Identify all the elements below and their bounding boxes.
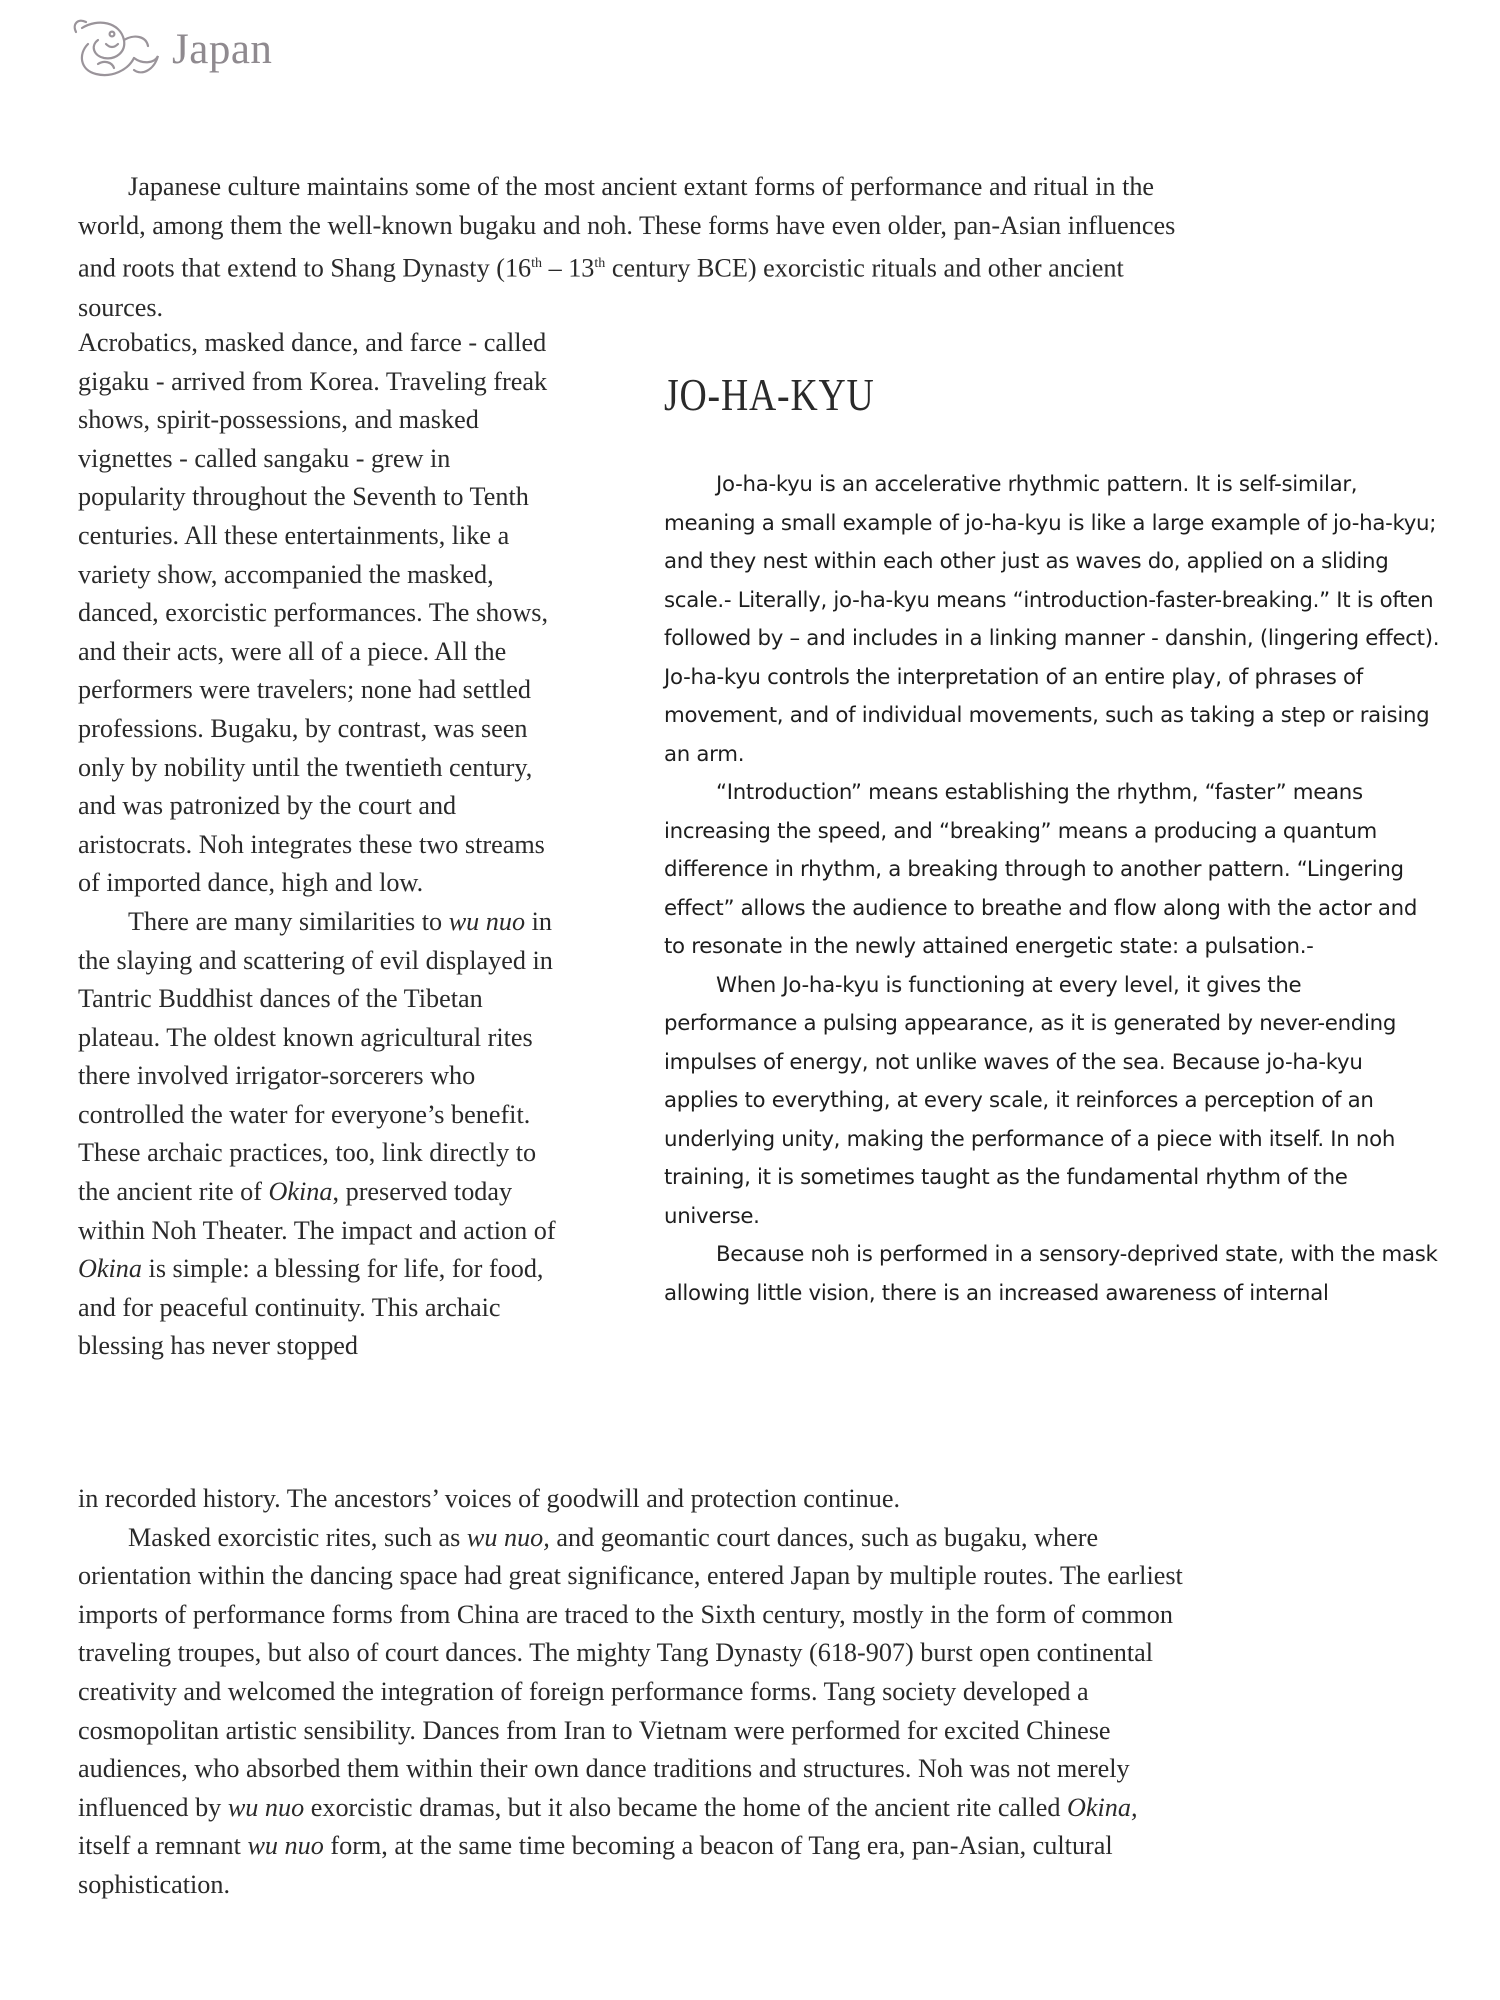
paragraph-gigaku: Acrobatics, masked dance, and farce - called gigaku - arrived from Korea. Traveling freak shows, spirit-possessions, and masked vignettes - called sangaku - grew in popularity throughout the Seventh to Tenth centuries. All these entertainments, like a variety show, accompanied the masked, danced, exorcistic performances. The shows, and their acts, were all of a piece. All the performers were travelers; none had settled professions. Bugaku, by contrast, was seen only by nobility until the twentieth century, and was patronized by the court and aristocrats. Noh integrates these two streams of imported dance, high and low. <box>78 328 548 898</box>
text-run: is simple: a blessing for life, for food, and for peaceful continuity. This archaic blessing has never stopped <box>78 1254 544 1361</box>
paragraph-exorcistic-rites <box>78 1519 1188 1905</box>
sidebar-paragraph-4: Because noh is performed in a sensory-deprived state, with the mask allowing little vision, there is an increased awareness of internal <box>664 1242 1438 1306</box>
superscript: th <box>594 256 606 272</box>
intro-text: Japanese culture maintains some of the most ancient extant forms of performance and ritual in the world, among them the well-known bugaku and noh. These forms have even older, pan-Asian influences and roots that extend to Shang Dynasty ( <box>78 172 1176 283</box>
koi-fish-ornament-icon <box>68 14 164 84</box>
sidebar-paragraph-1: Jo-ha-kyu is an accelerative rhythmic pattern. It is self-similar, meaning a small example of jo-ha-kyu is like a large example of jo-ha-kyu; and they nest within each other just as waves do, applied on a sliding scale.- Literally, jo-ha-kyu means “introduction-faster-breaking.” It is often followed by – and includes in a linking manner - danshin, (lingering effect). Jo-ha-kyu controls the interpretation of an entire play, of phrases of movement, and of individual movements, such as taking a step or raising an arm. <box>664 472 1440 767</box>
century-start: 16 <box>504 253 532 283</box>
jo-ha-kyu-sidebar <box>664 370 1440 1313</box>
paragraph-wu-nuo <box>78 903 558 1366</box>
italic-term: Okina <box>78 1254 142 1284</box>
intro-paragraph <box>78 168 1188 327</box>
intro-text-end: century BCE) exorcistic rituals and other ancient sources. <box>78 253 1124 322</box>
text-run: , preserved today within Noh Theater. The impact and action of <box>78 1177 556 1245</box>
text-run: exorcistic dramas, but it also became the home of the ancient rite called <box>304 1792 1067 1822</box>
running-header <box>68 14 272 84</box>
century-range: – 13 <box>542 253 595 283</box>
text-run: There are many similarities to <box>128 906 449 936</box>
left-column <box>78 324 558 1366</box>
italic-term: Okina, <box>1066 1792 1138 1822</box>
sidebar-title: JO-HA-KYU <box>664 369 875 420</box>
text-run: and geomantic court dances, such as bugaku, where orientation within the dancing space had great significance, entered Japan by multiple routes. The earliest imports of performance forms from China are traced to the Sixth century, mostly in the form of common traveling troupes, but also of court dances. The mighty Tang Dynasty (618-907) burst open continental creativity and welcomed the integration of foreign performance forms. Tang society developed a cosmopolitan artistic sensibility. Dances from Iran to Vietnam were performed for excited Chinese audiences, who absorbed them within their own dance traditions and structures. Noh was not merely influenced by <box>78 1522 1183 1822</box>
text-run: Masked exorcistic rites, such as <box>128 1522 467 1552</box>
italic-term: wu nuo <box>247 1831 324 1861</box>
text-run: itself a remnant <box>78 1831 248 1861</box>
text-run: in the slaying and scattering of evil displayed in Tantric Buddhist dances of the Tibetan plateau. The oldest known agricultural rites there involved irrigator-sorcerers who controlled the water for everyone’s benefit. These archaic practices, too, link directly to the ancient rite of <box>78 906 553 1207</box>
italic-term: wu nuo <box>448 906 526 936</box>
paragraph-continuation: in recorded history. The ancestors’ voices of goodwill and protection continue. <box>78 1484 901 1513</box>
sidebar-paragraph-3: When Jo-ha-kyu is functioning at every level, it gives the performance a pulsing appearance, as it is generated by never-ending impulses of energy, not unlike waves of the sea. Because jo-ha-kyu applies to everything, at every scale, it reinforces a perception of an underlying unity, making the performance of a piece with itself. In noh training, it is sometimes taught as the fundamental rhythm of the universe. <box>664 972 1397 1229</box>
sidebar-paragraph-2: “Introduction” means establishing the rhythm, “faster” means increasing the speed, and “breaking” means a producing a quantum difference in rhythm, a breaking through to another pattern. “Lingering effect” allows the audience to breathe and flow along with the actor and to resonate in the newly attained energetic state: a pulsation.- <box>664 780 1418 959</box>
text-run: form, at the same time becoming a beacon of Tang era, pan-Asian, cultural sophistication. <box>78 1831 1113 1899</box>
superscript: th <box>531 256 543 272</box>
italic-term: wu nuo <box>227 1792 305 1822</box>
outro-text <box>78 1480 1188 1905</box>
italic-term: wu nuo, <box>466 1522 550 1552</box>
chapter-title: Japan <box>172 25 273 73</box>
italic-term: Okina <box>268 1177 333 1207</box>
